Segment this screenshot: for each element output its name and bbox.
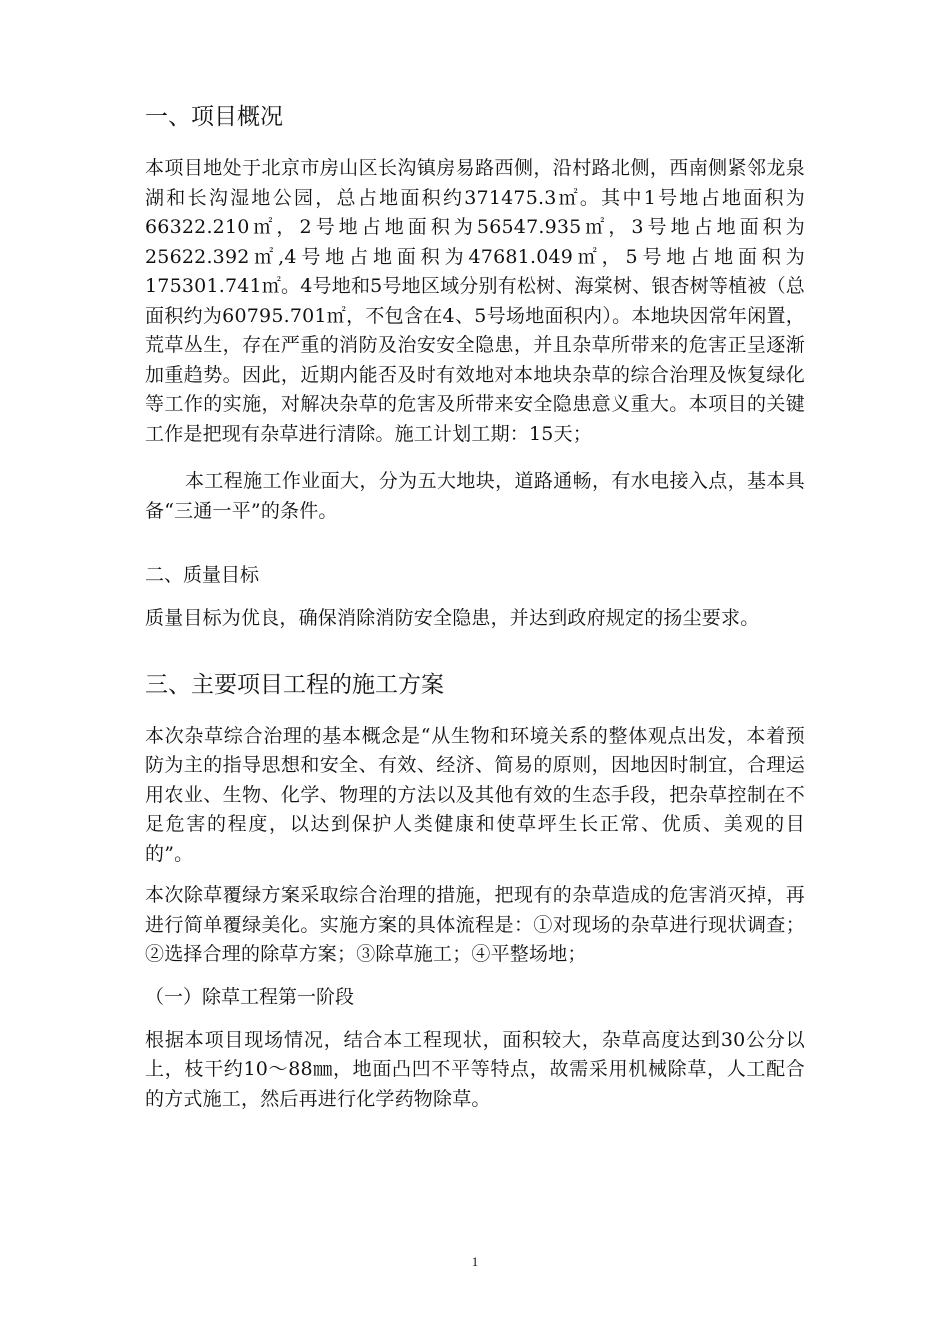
section-3-paragraph-2: 本次除草覆绿方案采取综合治理的措施，把现有的杂草造成的危害消灭掉，再进行简单覆绿美化。实施方案的具体流程是：①对现场的杂草进行现状调查；②选择合理的除草方案；③除草施工；④平整场地； (145, 884, 805, 965)
section-1-paragraph-2: 本工程施工作业面大，分为五大地块，道路通畅，有水电接入点，基本具备“三通一平”的条件。 (145, 470, 805, 522)
section-1-paragraph-1: 本项目地处于北京市房山区长沟镇房易路西侧，沿村路北侧，西南侧紧邻龙泉湖和长沟湿地公园，总占地面积约371475.3㎡。其中1号地占地面积为66322.210㎡，2号地占地面积为56547.935㎡，3号地占地面积为25622.392㎡,4号地占地面积为47681.049㎡，5号地占地面积为175301.741㎡。4号地和5号地区域分别有松树、海棠树、银杏树等植被（总面积约为60795.701㎡，不包含在4、5号场地面积内）。本地块因常年闲置，荒草丛生，存在严重的消防及治安安全隐患，并且杂草所带来的危害正呈逐渐加重趋势。因此，近期内能否及时有效地对本地块杂草的综合治理及恢复绿化等工作的实施，对解决杂草的危害及所带来安全隐患意义重大。本项目的关键工作是把现有杂草进行清除。施工计划工期：15天； (145, 157, 805, 445)
document-page (145, 100, 805, 1126)
section-1-title: 一、项目概况 (145, 104, 283, 130)
section-3-title: 三、主要项目工程的施工方案 (145, 671, 444, 698)
section-2-paragraph-1: 质量目标为优良，确保消除消防安全隐患，并达到政府规定的扬尘要求。 (145, 607, 760, 629)
section-3-paragraph-3: 根据本项目现场情况，结合本工程现状，面积较大，杂草高度达到30公分以上，枝干约10～88㎜，地面凸凹不平等特点，故需采用机械除草，人工配合的方式施工，然后再进行化学药物除草。 (145, 1028, 805, 1110)
section-3-subheading-1: （一）除草工程第一阶段 (145, 985, 355, 1008)
section-2-title: 二、质量目标 (145, 564, 260, 586)
section-3-paragraph-1: 本次杂草综合治理的基本概念是“从生物和环境关系的整体观点出发，本着预防为主的指导思想和安全、有效、经济、简易的原则，因地因时制宜，合理运用农业、生物、化学、物理的方法以及其他有效的生态手段，把杂草控制在不足危害的程度，以达到保护人类健康和使草坪生长正常、优质、美观的目的”。 (145, 724, 805, 865)
page-number: 1 (471, 1254, 479, 1269)
